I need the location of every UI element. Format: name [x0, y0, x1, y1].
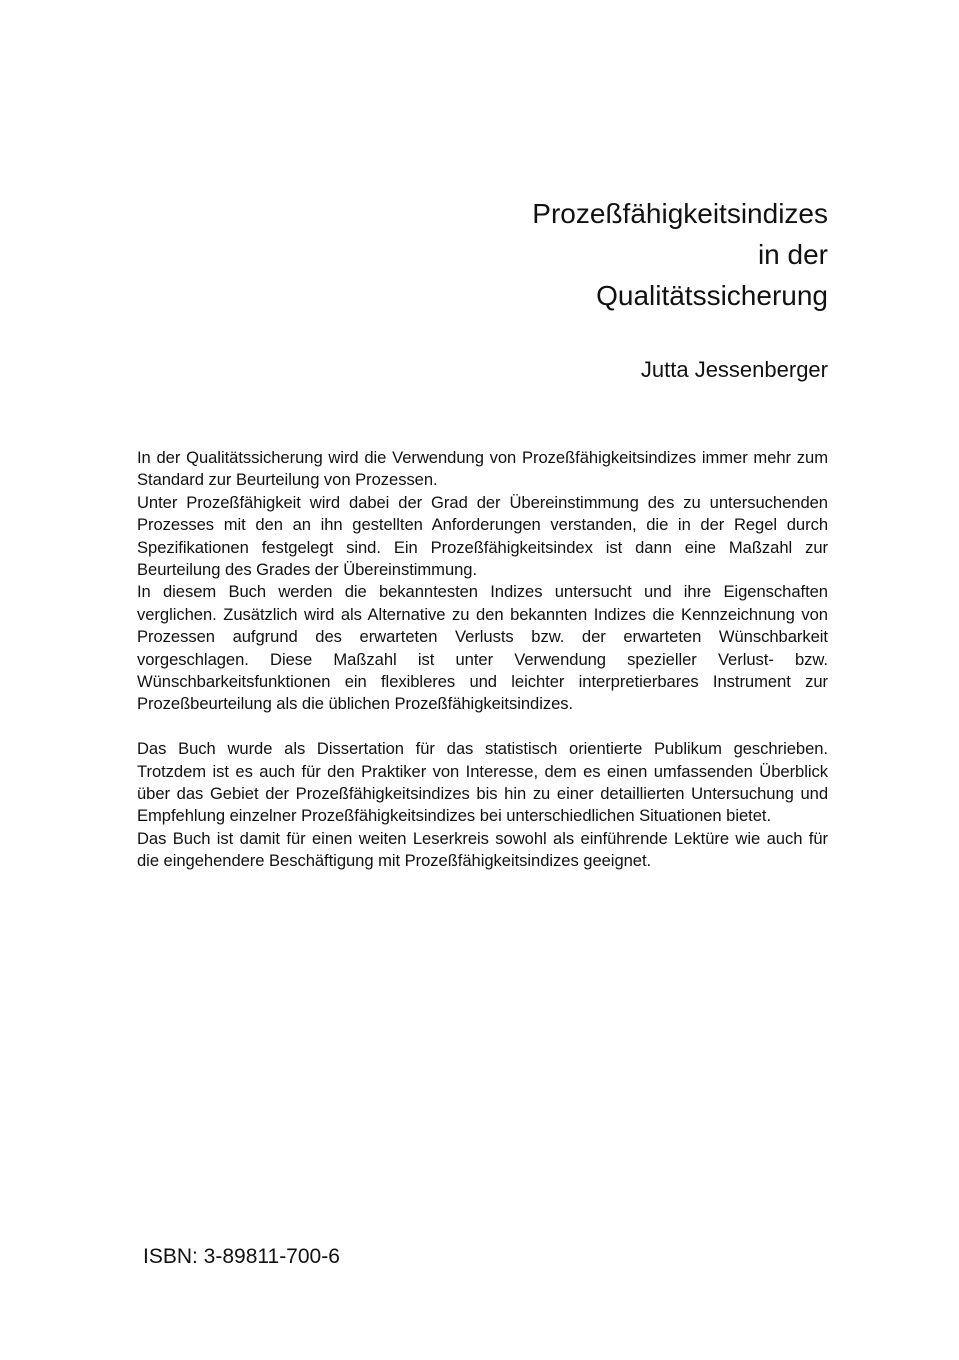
author-name: Jutta Jessenberger — [640, 357, 828, 382]
book-title — [532, 193, 828, 316]
abstract-paragraph-1: In der Qualitätssicherung wird die Verwendung von Prozeßfähigkeitsindizes immer mehr zum Standard zur Beurteilung von Prozessen. — [137, 448, 828, 490]
title-line-3: Qualitätssicherung — [596, 280, 828, 311]
abstract — [137, 447, 828, 873]
abstract-paragraph-3: In diesem Buch werden die bekanntesten Indizes untersucht und ihre Eigenschaften verglichen. Zusätzlich wird als Alternative zu den bekannten Indizes die Kennzeichnung von Prozessen aufgrund des erwarteten Verlusts bzw. der erwarteten Wünschbarkeit vorgeschlagen. Diese Maßzahl ist unter Verwendung spezieller Verlust- bzw. Wünschbarkeitsfunktionen ein flexibleres und leichter interpretierbares Instrument zur Prozeßbeurteilung als die üblichen Prozeßfähigkeitsindizes. — [137, 582, 828, 714]
title-line-2: in der — [757, 239, 828, 270]
abstract-paragraph-2: Unter Prozeßfähigkeit wird dabei der Grad der Übereinstimmung des zu untersuchenden Prozesses mit den an ihn gestellten Anforderungen verstanden, die in der Regel durch Spezifikationen festgelegt sind. Ein Prozeßfähigkeitsindex ist dann eine Maßzahl zur Beurteilung des Grades der Übereinstimmung. — [137, 492, 828, 580]
isbn-number: ISBN: 3-89811-700-6 — [143, 1245, 340, 1268]
paragraph-gap — [137, 716, 828, 738]
title-line-1: Prozeßfähigkeitsindizes — [532, 198, 828, 229]
abstract-paragraph-4: Das Buch wurde als Dissertation für das statistisch orientierte Publikum geschrieben. Trotzdem ist es auch für den Praktiker von Interesse, dem es einen umfassenden Überblick über das Gebiet der Prozeßfähigkeitsindizes bis hin zu einer detaillierten Untersuchung und Empfehlung einzelner Prozeßfähigkeitsindizes bei unterschiedlichen Situationen bietet. — [137, 739, 828, 826]
abstract-paragraph-5: Das Buch ist damit für einen weiten Leserkreis sowohl als einführende Lektüre wie auch für die eingehendere Beschäftigung mit Prozeßfähigkeitsindizes geeignet. — [137, 828, 828, 871]
